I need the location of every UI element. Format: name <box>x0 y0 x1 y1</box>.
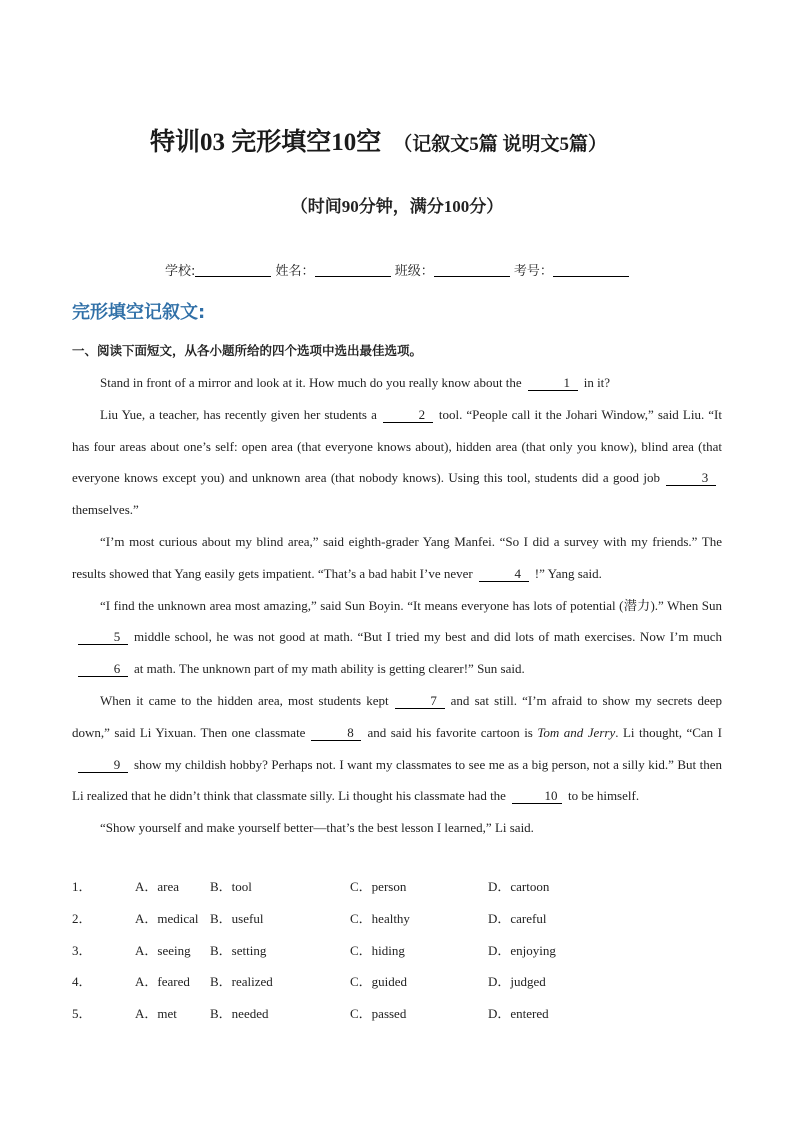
paragraph-4 <box>72 590 722 685</box>
question-options <box>72 876 722 1035</box>
paragraph-text: themselves.” <box>72 502 139 518</box>
question-number: 2． <box>72 910 92 926</box>
option-a[interactable]: A．area <box>135 879 180 894</box>
blank-3: 3 <box>666 470 716 486</box>
paragraph-2 <box>72 399 722 526</box>
question-number: 5． <box>72 1006 92 1022</box>
question-number: 1． <box>72 879 92 894</box>
option-a[interactable]: A．medical <box>135 910 199 926</box>
option-b[interactable]: B．setting <box>210 942 267 958</box>
question-row-3 <box>72 940 722 972</box>
option-c[interactable]: C．guided <box>350 974 408 990</box>
option-a[interactable]: A．met <box>135 1006 177 1022</box>
paragraph-text: and said his favorite cartoon is <box>367 724 533 740</box>
paragraph-text: show my childish hobby? Perhaps not. I want my classmates to see me as a big person, not a silly kid.” But then Li realized that he didn’t think that classmate silly. Li thought his classmate had the <box>72 756 722 804</box>
title-main: 特训03 完形填空10空 <box>150 129 382 156</box>
page-title <box>150 122 750 158</box>
paragraph-1 <box>72 367 722 399</box>
section-instruction: 一、阅读下面短文，从各小题所给的四个选项中选出最佳选项。 <box>72 343 423 358</box>
paragraph-text: When it came to the hidden area, most students kept <box>100 692 389 708</box>
blank-8: 8 <box>311 725 361 741</box>
option-d[interactable]: D．careful <box>488 910 547 926</box>
paragraph-text: !” Yang said. <box>534 565 602 581</box>
number-field[interactable] <box>553 264 629 277</box>
name-label: 姓名： <box>275 264 315 279</box>
blank-7: 7 <box>395 693 445 709</box>
paragraph-text: middle school, he was not good at math. “But I tried my best and did lots of math exercises. Now I’m much <box>134 629 722 645</box>
time-note: （时间90分钟，满分100分） <box>290 197 504 216</box>
student-info-line <box>165 260 629 279</box>
question-row-5 <box>72 1003 722 1035</box>
option-a[interactable]: A．seeing <box>135 942 191 958</box>
option-b[interactable]: B．realized <box>210 974 273 990</box>
option-c[interactable]: C．healthy <box>350 910 410 926</box>
number-label: 考号： <box>513 264 553 279</box>
paragraph-6: “Show yourself and make yourself better—that’s the best lesson I learned,” Li said. <box>100 820 534 836</box>
option-d[interactable]: D．cartoon <box>488 879 550 894</box>
option-d[interactable]: D．entered <box>488 1006 549 1022</box>
title-note: （记叙文5篇 说明文5篇） <box>393 134 608 155</box>
option-a[interactable]: A．feared <box>135 974 190 990</box>
paragraph-text: Stand in front of a mirror and look at it. How much do you really know about the <box>100 375 522 390</box>
option-c[interactable]: C．passed <box>350 1006 407 1022</box>
section-heading: 完形填空记叙文: <box>72 302 206 323</box>
option-b[interactable]: B．tool <box>210 879 252 894</box>
class-field[interactable] <box>434 264 510 277</box>
blank-5: 5 <box>78 629 128 645</box>
blank-4: 4 <box>479 566 529 582</box>
paragraph-text: “I’m most curious about my blind area,” said eighth-grader Yang Manfei. “So I did a survey with my friends.” The results showed that Yang easily gets impatient. “That’s a bad habit I’ve never <box>72 533 722 581</box>
paragraph-text: “I find the unknown area most amazing,” said Sun Boyin. “It means everyone has lots of potential (潜力).” When Sun <box>100 597 722 613</box>
question-number: 4． <box>72 974 92 990</box>
paragraph-5 <box>72 685 722 812</box>
passage <box>72 367 722 844</box>
blank-2: 2 <box>383 407 433 423</box>
paragraph-text: in it? <box>583 375 611 390</box>
option-d[interactable]: D．judged <box>488 974 546 990</box>
paragraph-3 <box>72 526 722 590</box>
class-label: 班级： <box>394 264 434 279</box>
paragraph-text: to be himself. <box>567 788 640 804</box>
school-field[interactable] <box>195 264 271 277</box>
paragraph-text: at math. The unknown part of my math ability is getting clearer!” Sun said. <box>134 661 525 677</box>
name-field[interactable] <box>315 264 391 277</box>
paragraph-text: tool. “People call it the Johari Window,” said Liu. “It has four areas about one’s self: open area (that everyone knows about), hidden area (that only you know), blind area (that everyone knows except you) and unknown area (that nobody knows). Using this tool, students did a good job <box>72 406 722 486</box>
option-c[interactable]: C．person <box>350 879 407 894</box>
blank-1: 1 <box>528 375 578 391</box>
blank-6: 6 <box>78 661 128 677</box>
paragraph-text: Liu Yue, a teacher, has recently given her students a <box>100 406 377 422</box>
option-b[interactable]: B．needed <box>210 1006 269 1022</box>
paragraph-text: and sat still. “I’m afraid to show my secrets deep down,” said Li Yixuan. Then one classmate <box>72 692 722 740</box>
question-number: 3． <box>72 942 92 958</box>
question-row-1 <box>72 876 722 908</box>
option-c[interactable]: C．hiding <box>350 942 405 958</box>
option-d[interactable]: D．enjoying <box>488 942 556 958</box>
paragraph-text: . Li thought, “Can I <box>615 724 722 740</box>
question-row-4 <box>72 971 722 1003</box>
school-label: 学校: <box>165 264 196 279</box>
blank-10: 10 <box>512 788 562 804</box>
question-row-2 <box>72 908 722 940</box>
blank-9: 9 <box>78 757 128 773</box>
cartoon-title: Tom and Jerry <box>537 724 616 740</box>
option-b[interactable]: B．useful <box>210 910 264 926</box>
